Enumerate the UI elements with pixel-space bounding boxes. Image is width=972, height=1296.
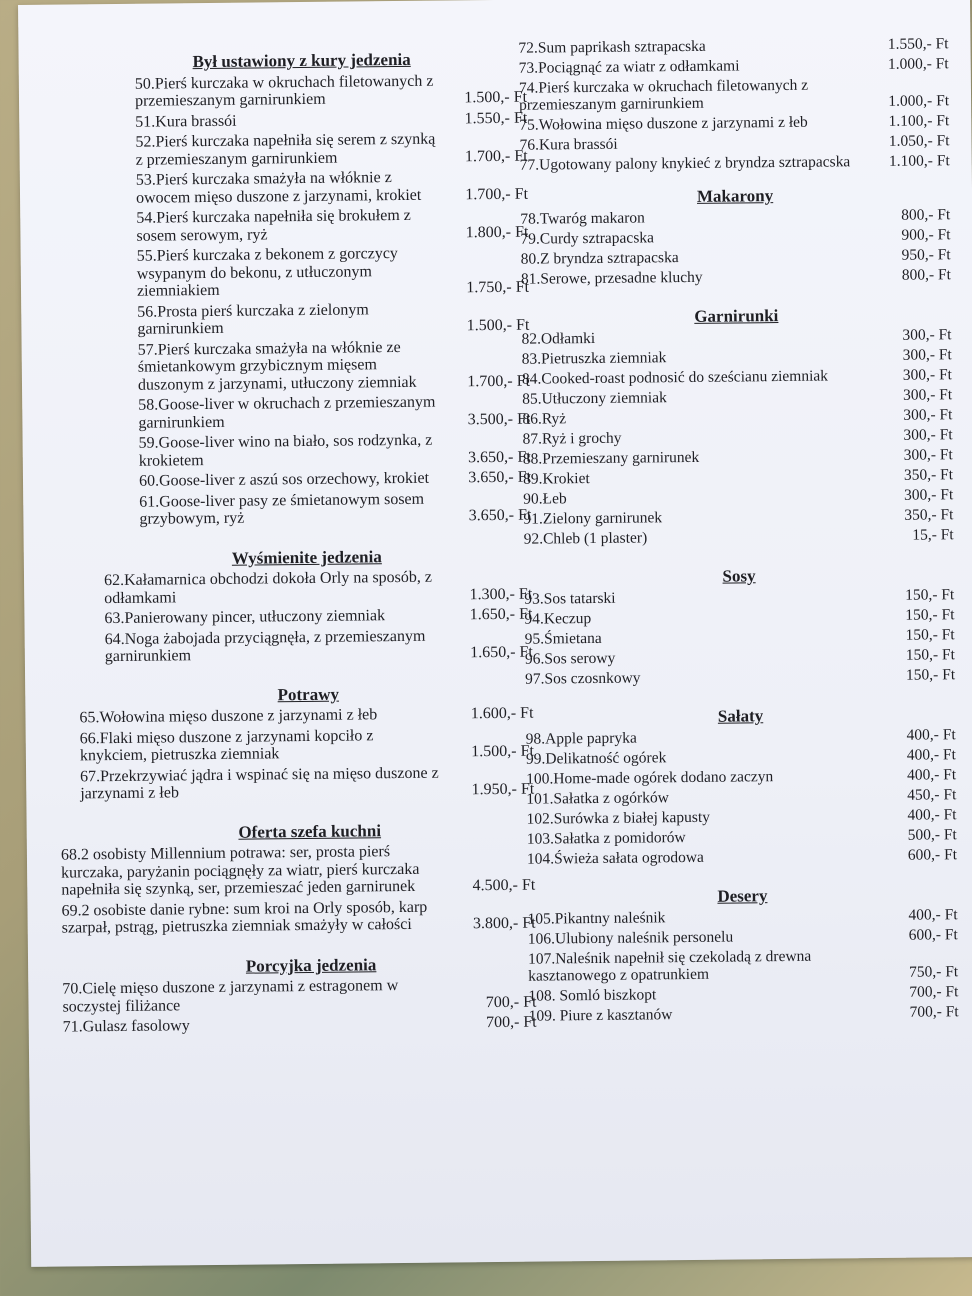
menu-item xyxy=(41,489,531,529)
menu-item-price: 1.100,- Ft xyxy=(888,112,950,130)
menu-item-name: 64.Noga żabojada przyciągnęła, z przemieszanym garnirunkiem xyxy=(104,627,426,666)
menu-item-price: 3.800,- Ft xyxy=(472,914,536,933)
menu-item xyxy=(522,366,952,388)
menu-item-name: 61.Goose-liver pasy ze śmietanowym sosem grzybowym, ryż xyxy=(139,490,425,528)
menu-item-name: 56.Prosta pierś kurczaka z zielonym garnirunkiem xyxy=(137,300,369,338)
menu-item-price: 150,- Ft xyxy=(905,606,955,624)
menu-item xyxy=(526,726,956,748)
menu-item xyxy=(42,606,532,629)
menu-item xyxy=(519,132,949,154)
menu-item-price: 15,- Ft xyxy=(912,526,954,544)
menu-item-name: 60.Goose-liver z aszú sos orzechowy, krokiet xyxy=(138,469,430,490)
menu-item xyxy=(526,766,956,788)
menu-item-price: 750,- Ft xyxy=(909,963,959,981)
menu-item xyxy=(43,705,533,728)
menu-item-price: 1.700,- Ft xyxy=(465,185,529,203)
menu-item-name: 101.Sałatka z ogórków xyxy=(526,789,669,808)
menu-item-price: 1.600,- Ft xyxy=(470,704,534,723)
menu-item-price: 800,- Ft xyxy=(901,206,951,224)
menu-item-name: 67.Przekrzywiać jądra i wspinać się na mięso duszone z jarzynami z łeb xyxy=(80,764,439,803)
menu-item-price: 700,- Ft xyxy=(909,983,959,1001)
menu-list xyxy=(520,206,951,287)
menu-item xyxy=(520,226,950,248)
menu-item xyxy=(522,346,952,368)
menu-item xyxy=(524,586,954,608)
menu-item-name: 99.Delikatność ogórek xyxy=(525,749,667,768)
menu-item-name: 108. Somló biszkopt xyxy=(528,986,657,1005)
menu-item-price: 300,- Ft xyxy=(903,406,953,424)
section-title: Desery xyxy=(717,886,768,906)
menu-item-price: 1.300,- Ft xyxy=(469,585,533,603)
menu-item-price: 1.050,- Ft xyxy=(888,132,950,150)
menu-item-name: 65.Wołowina mięso duszone z jarzynami z łeb xyxy=(79,706,378,727)
menu-list xyxy=(42,568,533,667)
menu-item-price: 1.000,- Ft xyxy=(887,55,949,73)
menu-item xyxy=(525,646,955,668)
menu-item-price: 400,- Ft xyxy=(906,726,956,744)
menu-item xyxy=(45,897,535,937)
menu-item-name: 83.Pietruszka ziemniak xyxy=(521,349,667,368)
menu-item-price: 950,- Ft xyxy=(901,246,951,264)
menu-item xyxy=(44,725,534,765)
menu-item-name: 73.Pociągnąć za wiatr z odłamkami xyxy=(518,57,740,77)
menu-item-name: 93.Sos tatarski xyxy=(524,589,616,608)
menu-item-price: 1.700,- Ft xyxy=(464,147,528,165)
menu-item-price: 400,- Ft xyxy=(906,746,957,764)
menu-item xyxy=(520,206,950,228)
menu-item xyxy=(43,626,533,666)
menu-item-name: 87.Ryż i grochy xyxy=(522,429,622,448)
menu-item-name: 86.Ryż xyxy=(522,410,567,428)
menu-item-price: 1.550,- Ft xyxy=(887,35,949,53)
menu-item xyxy=(519,55,949,77)
menu-item-price: 3.500,- Ft xyxy=(467,410,531,428)
menu-item-name: 52.Pierś kurczaka napełniła się serem z szynką z przemieszanym garnirunkiem xyxy=(135,130,436,169)
menu-item xyxy=(40,393,530,433)
section-title: Potrawy xyxy=(277,684,340,704)
menu-item-price: 300,- Ft xyxy=(903,426,953,444)
menu-item xyxy=(39,299,529,339)
menu-item xyxy=(37,109,527,132)
section-title: Garnirunki xyxy=(694,306,779,326)
menu-item xyxy=(521,266,951,288)
menu-item xyxy=(528,983,958,1005)
menu-item-price: 700,- Ft xyxy=(485,1013,537,1032)
menu-item-price: 400,- Ft xyxy=(907,806,957,824)
section-title: Sałaty xyxy=(717,706,764,726)
menu-item-name: 89.Krokiet xyxy=(522,470,590,488)
menu-item-name: 105.Pikantny naleśnik xyxy=(527,909,666,928)
menu-item-price: 1.500,- Ft xyxy=(471,742,534,761)
menu-item xyxy=(520,152,950,174)
menu-list xyxy=(524,586,955,687)
menu-item xyxy=(528,946,958,985)
menu-item xyxy=(526,786,956,808)
menu-item-price: 1.650,- Ft xyxy=(469,605,533,624)
menu-item-name: 100.Home-made ogórek dodano zaczyn xyxy=(526,768,774,788)
menu-item xyxy=(525,666,955,688)
menu-item xyxy=(524,526,954,548)
menu-item-price: 3.650,- Ft xyxy=(468,448,531,466)
menu-item-price: 400,- Ft xyxy=(908,906,958,924)
menu-item-price: 150,- Ft xyxy=(905,646,955,664)
menu-item-name: 71.Gulasz fasolowy xyxy=(62,1017,190,1036)
menu-item-price: 3.650,- Ft xyxy=(468,506,532,525)
section-title: Oferta szefa kuchni xyxy=(238,820,382,842)
section-title: Wyśmienite jedzenia xyxy=(231,546,382,568)
menu-list xyxy=(518,35,949,173)
menu-item-name: 109. Piure z kasztanów xyxy=(528,1006,673,1025)
menu-item-price: 1.800,- Ft xyxy=(465,223,529,241)
menu-item-name: 97.Sos czosnkowy xyxy=(525,669,641,688)
menu-item-name: 91.Zielony garnirunek xyxy=(523,509,663,528)
menu-item xyxy=(47,1014,537,1037)
menu-item-price: 150,- Ft xyxy=(905,586,955,604)
menu-item-name: 81.Serowe, przesadne kluchy xyxy=(520,268,703,288)
menu-item xyxy=(42,568,532,608)
menu-item-price: 150,- Ft xyxy=(905,626,955,644)
menu-page xyxy=(18,0,972,1267)
menu-item xyxy=(37,130,527,170)
menu-item-price: 700,- Ft xyxy=(909,1003,959,1021)
menu-item-name: 72.Sum paprikash sztrapacska xyxy=(518,37,706,57)
menu-item-name: 70.Cielę mięso duszone z jarzynami z estragonem w soczystej filiżance xyxy=(62,977,399,1016)
menu-item-name: 69.2 osobiste danie rybne: sum kroi na Orly sposób, karp szarpał, pstrąg, pietruszka ziemniak smażyły w całości xyxy=(61,898,428,937)
menu-item-price: 600,- Ft xyxy=(908,926,958,944)
menu-item xyxy=(526,806,956,828)
menu-item-price: 300,- Ft xyxy=(903,446,953,464)
menu-list xyxy=(521,326,953,547)
menu-item-price: 1.550,- Ft xyxy=(464,109,528,127)
menu-item-price: 800,- Ft xyxy=(901,266,951,284)
menu-item-name: 68.2 osobisty Millennium potrawa: ser, prosta pierś kurczaka, paryżanin pociągnęły za wiatr, pierś kurczaka napełniła się szynką, ser, przemieszać jeden garnirunek xyxy=(60,843,420,899)
menu-item-price: 300,- Ft xyxy=(902,366,953,384)
menu-item-name: 80.Z bryndza sztrapacska xyxy=(520,249,679,268)
menu-item xyxy=(523,446,953,468)
menu-item xyxy=(519,112,949,134)
menu-item-name: 58.Goose-liver w okruchach z przemieszanym garnirunkiem xyxy=(138,393,436,432)
menu-item-name: 57.Pierś kurczaka smażyła na włóknie ze śmietankowym grzybicznym mięsem duszonym z jarzynami, utłuczony ziemniak xyxy=(137,338,417,394)
menu-item xyxy=(523,426,953,448)
menu-item-name: 50.Pierś kurczaka w okruchach filetowanych z przemieszanym garnirunkiem xyxy=(134,72,434,110)
menu-item xyxy=(528,926,958,948)
menu-item-price: 700,- Ft xyxy=(485,993,537,1011)
menu-item-price: 1.650,- Ft xyxy=(470,643,533,662)
menu-item-name: 51.Kura brassói xyxy=(135,112,237,131)
menu-item xyxy=(41,431,531,471)
menu-item-price: 600,- Ft xyxy=(907,846,958,864)
menu-item xyxy=(523,486,953,508)
menu-item-price: 4.500,- Ft xyxy=(472,876,536,895)
menu-item-name: 88.Przemieszany garnirunek xyxy=(522,448,700,468)
menu-list xyxy=(45,842,536,938)
menu-item-price: 500,- Ft xyxy=(907,826,957,844)
menu-item xyxy=(524,606,954,628)
menu-item xyxy=(45,842,536,900)
menu-item-name: 66.Flaki mięso duszone z jarzynami kopciło z knykciem, pietruszka ziemniak xyxy=(79,726,374,765)
menu-item-name: 75.Wołowina mięso duszone z jarzynami z łeb xyxy=(519,113,808,134)
menu-item xyxy=(41,469,531,492)
menu-item-name: 55.Pierś kurczaka z bekonem z gorczycy wsypanym do bekonu, z utłuczonym ziemniakiem xyxy=(136,245,398,300)
menu-item-price: 300,- Ft xyxy=(904,486,954,504)
left-column xyxy=(36,40,536,1040)
menu-list xyxy=(37,71,532,529)
menu-item xyxy=(528,906,958,928)
menu-item-name: 95.Śmietana xyxy=(524,629,602,648)
section-title: Sosy xyxy=(722,566,756,586)
menu-item-price: 900,- Ft xyxy=(901,226,951,244)
menu-item-name: 53.Pierś kurczaka smażyła na włóknie z owocem mięso duszone z jarzynami, krokiet xyxy=(135,169,422,207)
menu-item xyxy=(529,1003,959,1025)
menu-item-price: 400,- Ft xyxy=(906,766,957,784)
menu-item xyxy=(526,746,956,768)
menu-list xyxy=(526,726,957,867)
menu-item-name: 76.Kura brassói xyxy=(519,135,618,154)
menu-item-price: 350,- Ft xyxy=(903,466,954,484)
menu-item xyxy=(521,326,951,348)
menu-item-price: 1.100,- Ft xyxy=(888,152,950,170)
menu-item xyxy=(40,337,531,395)
menu-item-price: 300,- Ft xyxy=(902,346,952,364)
menu-item-price: 3.650,- Ft xyxy=(468,468,532,487)
menu-item-name: 82.Odłamki xyxy=(521,329,596,348)
menu-item-name: 79.Curdy sztrapacska xyxy=(520,229,655,248)
menu-item-name: 74.Pierś kurczaka w okruchach filetowanych z przemieszanym garnirunkiem xyxy=(518,76,809,114)
menu-item-price: 150,- Ft xyxy=(905,666,956,684)
menu-item xyxy=(38,168,528,208)
menu-list xyxy=(43,705,534,804)
menu-item-name: 96.Sos serowy xyxy=(524,649,616,668)
menu-item xyxy=(38,206,528,246)
menu-item xyxy=(37,71,527,111)
menu-item xyxy=(523,466,953,488)
menu-item xyxy=(527,846,957,868)
menu-item-name: 77.Ugotowany palony knykieć z bryndza sztrapacska xyxy=(519,153,851,174)
menu-item xyxy=(44,763,534,803)
menu-item-price: 1.950,- Ft xyxy=(471,780,535,799)
menu-item-price: 1.000,- Ft xyxy=(888,92,950,110)
menu-item xyxy=(518,35,948,57)
menu-item-name: 62.Kałamarnica obchodzi dokoła Orly na sposób, z odłamkami xyxy=(103,568,433,607)
menu-item-name: 104.Świeża sałata ogrodowa xyxy=(526,848,704,868)
menu-item-price: 300,- Ft xyxy=(902,386,953,404)
menu-item-price: 1.750,- Ft xyxy=(466,278,530,297)
menu-item-name: 84.Cooked-roast podnosić do sześcianu ziemniak xyxy=(521,367,829,388)
menu-item-name: 59.Goose-liver wino na biało, sos rodzynka, z krokietem xyxy=(138,431,433,470)
menu-item-name: 85.Utłuczony ziemniak xyxy=(522,389,667,408)
menu-item-name: 90.Łeb xyxy=(523,490,567,508)
menu-item-name: 106.Ulubiony naleśnik personelu xyxy=(527,928,734,948)
menu-item-price: 450,- Ft xyxy=(907,786,957,804)
menu-list xyxy=(528,906,959,1024)
section-title: Był ustawiony z kury jedzenia xyxy=(192,49,411,72)
menu-item-name: 103.Sałatka z pomidorów xyxy=(526,829,686,848)
menu-item-price: 1.700,- Ft xyxy=(467,372,531,390)
menu-item-name: 54.Pierś kurczaka napełniła się brokułem z sosem serowym, ryż xyxy=(136,206,411,245)
menu-item-price: 1.500,- Ft xyxy=(464,88,528,107)
section-title: Porcyjka jedzenia xyxy=(245,954,377,976)
section-title: Makarony xyxy=(696,186,774,206)
menu-item-name: 94.Keczup xyxy=(524,610,592,628)
menu-item xyxy=(46,976,536,1016)
right-column xyxy=(518,35,958,1027)
menu-item xyxy=(521,246,951,268)
menu-item xyxy=(527,826,957,848)
menu-item xyxy=(522,406,952,428)
menu-item-name: 98.Apple papryka xyxy=(525,729,637,748)
menu-list xyxy=(46,976,537,1037)
menu-item-price: 350,- Ft xyxy=(904,506,954,524)
menu-item-name: 63.Panierowany pincer, utłuczony ziemniak xyxy=(104,607,386,628)
menu-item xyxy=(39,244,530,302)
menu-item-price: 1.500,- Ft xyxy=(466,316,530,335)
menu-item-name: 78.Twaróg makaron xyxy=(520,209,645,228)
menu-item-name: 107.Naleśnik napełnił się czekoladą z drewna kasztanowego z opatrunkiem xyxy=(527,947,812,985)
menu-item-name: 92.Chleb (1 plaster) xyxy=(523,529,648,548)
menu-item xyxy=(519,75,949,114)
menu-item xyxy=(522,386,952,408)
menu-item-name: 102.Surówka z białej kapusty xyxy=(526,808,711,828)
menu-item-price: 300,- Ft xyxy=(902,326,952,344)
menu-item xyxy=(525,626,955,648)
menu-item xyxy=(523,506,953,528)
